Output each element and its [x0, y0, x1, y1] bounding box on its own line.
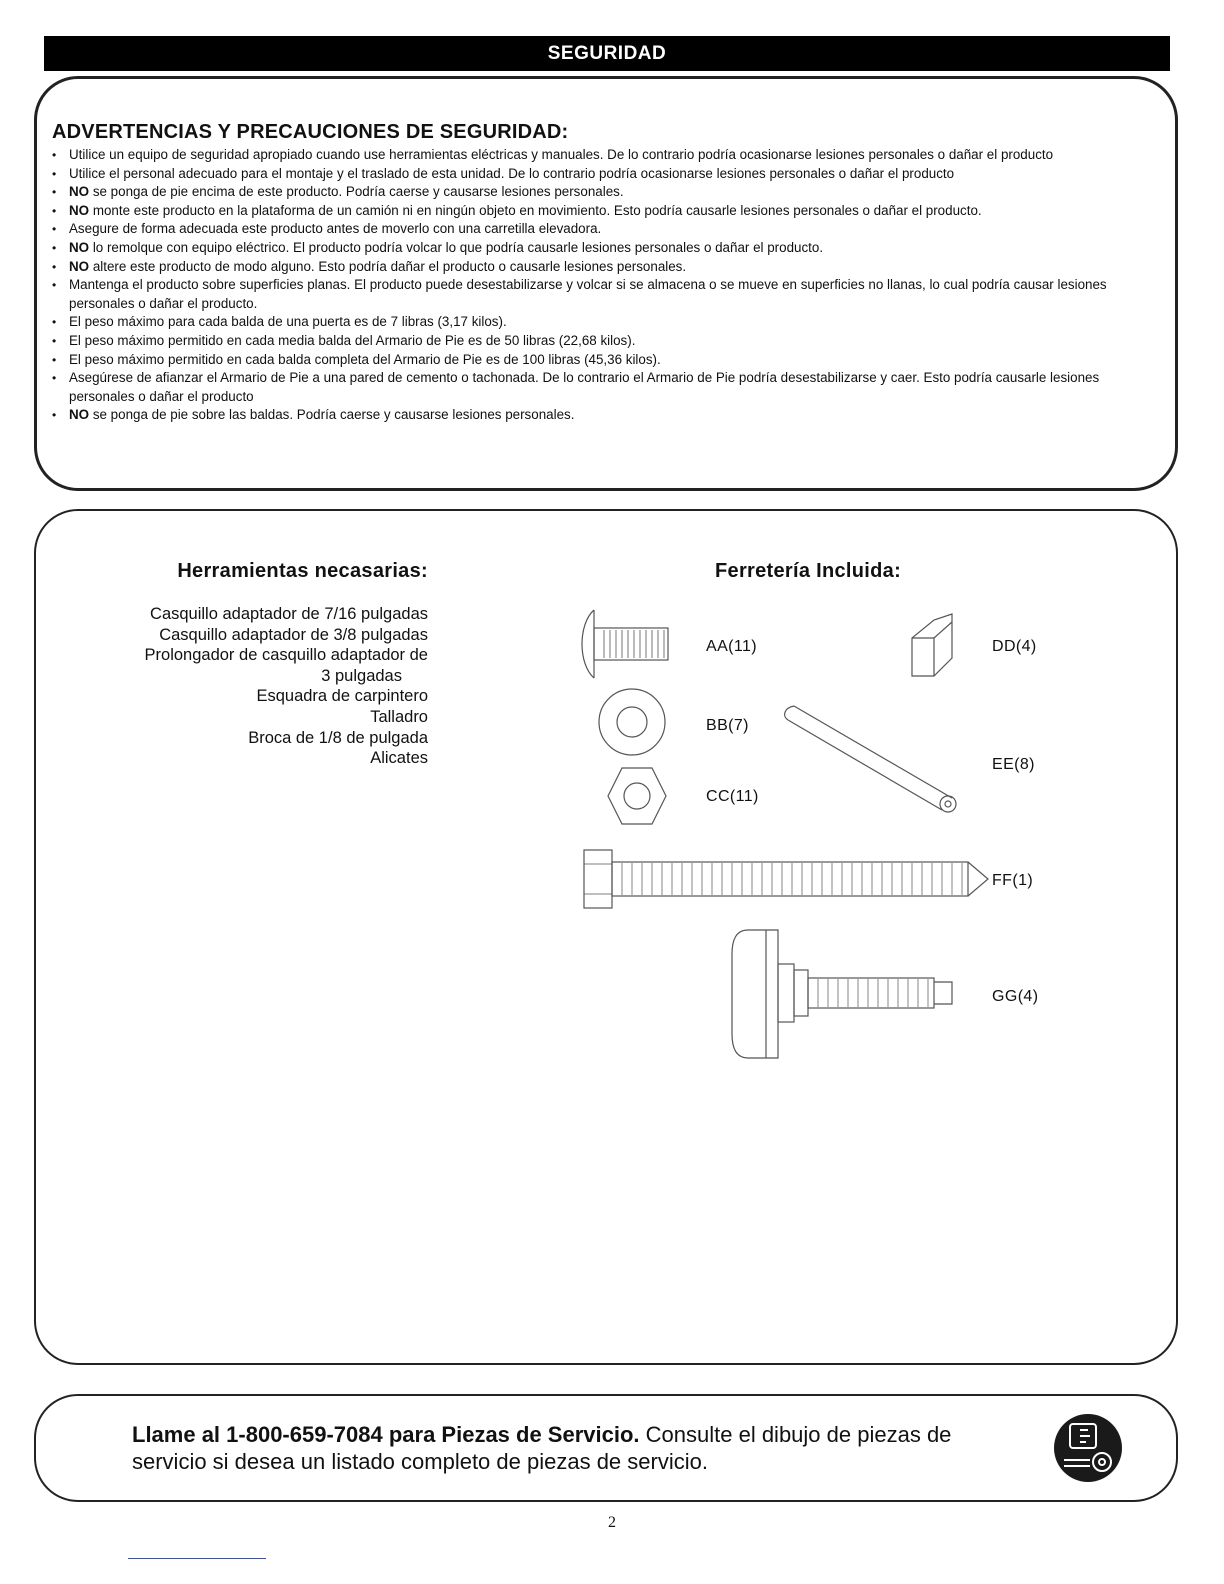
safety-item: • NO se ponga de pie encima de este producto. Podría caerse y causarse lesiones personales.	[50, 183, 1150, 202]
tools-list	[100, 604, 428, 769]
safety-item: • El peso máximo permitido en cada balda completa del Armario de Pie es de 100 libras (45,36 kilos).	[50, 351, 1150, 370]
safety-title: ADVERTENCIAS Y PRECAUCIONES DE SEGURIDAD:	[52, 121, 569, 143]
hardware-heading: Ferretería Incluida:	[715, 560, 902, 582]
tool-item: 3 pulgadas	[321, 666, 402, 685]
tool-item: Casquillo adaptador de 7/16 pulgadas	[150, 605, 428, 623]
tools-heading: Herramientas necasarias:	[177, 560, 428, 582]
safety-item: • El peso máximo permitido en cada media balda del Armario de Pie es de 50 libras (22,68 kilos).	[50, 332, 1150, 351]
section-title: SEGURIDAD	[547, 43, 667, 64]
section-header	[44, 36, 1170, 71]
long-bolt-icon	[578, 846, 990, 914]
part-label-aa: AA(11)	[706, 638, 758, 655]
square-block-icon	[906, 610, 956, 680]
safety-item: • Asegúrese de afianzar el Armario de Pie a una pared de cemento o tachonada. De lo contrario el Armario de Pie podría desestabilizarse y caer. Esto podría causarle lesiones personales o dañar el producto	[50, 369, 1150, 406]
safety-item: • Mantenga el producto sobre superficies planas. El producto puede desestabilizarse y volcar si se almacena o se mueve en superficies no llanas, lo cual podría causar lesiones personales o dañar el producto.	[50, 276, 1150, 313]
carriage-bolt-icon	[574, 606, 674, 682]
page-number: 2	[608, 1514, 616, 1531]
tool-item: Casquillo adaptador de 3/8 pulgadas	[159, 625, 428, 644]
rod-icon	[782, 696, 964, 818]
safety-item: • NO monte este producto en la plataforma de un camión ni en ningún objeto en movimiento. Esto podría causarle lesiones personales o dañar el producto.	[50, 202, 1150, 221]
service-logo-icon	[1050, 1410, 1126, 1486]
service-instructions: Consulte el dibujo de piezas de servicio si desea un listado completo de piezas de servicio.	[132, 1422, 952, 1474]
tool-item: Broca de 1/8 de pulgada	[248, 728, 428, 747]
tool-item: Prolongador de casquillo adaptador de	[144, 646, 428, 665]
safety-item: • Asegure de forma adecuada este producto antes de moverlo con una carretilla elevadora.	[50, 220, 1150, 239]
safety-list	[50, 146, 1150, 425]
leveler-foot-icon	[726, 924, 958, 1064]
hex-nut-icon	[606, 765, 668, 827]
part-label-bb: BB(7)	[706, 717, 749, 734]
part-label-cc: CC(11)	[706, 788, 759, 805]
tool-item: Alicates	[370, 749, 428, 768]
safety-item: • NO altere este producto de modo alguno. Esto podría dañar el producto o causarle lesiones personales.	[50, 258, 1150, 277]
service-message	[132, 1421, 1032, 1475]
part-label-gg: GG(4)	[992, 988, 1039, 1005]
footer-rule	[128, 1558, 266, 1559]
safety-item: • Utilice el personal adecuado para el montaje y el traslado de esta unidad. De lo contrario podría ocasionarse lesiones personales o dañar el producto	[50, 165, 1150, 184]
tool-item: Esquadra de carpintero	[256, 687, 428, 706]
washer-icon	[596, 686, 668, 758]
part-label-ee: EE(8)	[992, 756, 1035, 773]
safety-item: • NO lo remolque con equipo eléctrico. El producto podría volcar lo que podría causarle lesiones personales o dañar el producto.	[50, 239, 1150, 258]
safety-item: • NO se ponga de pie sobre las baldas. Podría caerse y causarse lesiones personales.	[50, 406, 1150, 425]
part-label-ff: FF(1)	[992, 872, 1034, 889]
tool-item: Talladro	[370, 707, 428, 726]
safety-item: • El peso máximo para cada balda de una puerta es de 7 libras (3,17 kilos).	[50, 313, 1150, 332]
safety-item: • Utilice un equipo de seguridad apropiado cuando use herramientas eléctricas y manuales. De lo contrario podría ocasionarse lesiones personales o dañar el producto	[50, 146, 1150, 165]
service-phone: Llame al 1-800-659-7084 para Piezas de Servicio.	[132, 1422, 640, 1447]
part-label-dd: DD(4)	[992, 638, 1037, 655]
